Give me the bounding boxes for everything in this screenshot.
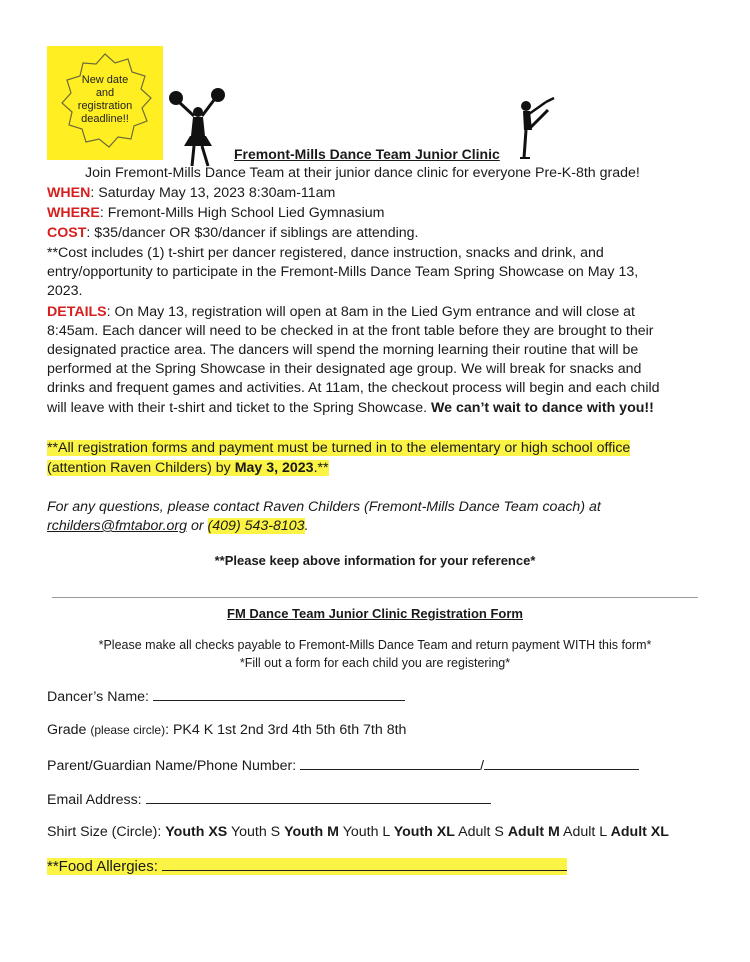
grade-label: Grade xyxy=(47,722,91,738)
badge-line: New date xyxy=(81,74,129,86)
form-note: *Fill out a form for each child you are registering* xyxy=(239,656,511,670)
deadline-text: **All registration forms and payment must be turned in to the elementary or high school office xyxy=(47,440,631,456)
when-line xyxy=(47,183,335,203)
parent-slash: / xyxy=(480,758,485,774)
shirt-size-option[interactable]: Adult M xyxy=(507,824,560,840)
parent-phone-field[interactable] xyxy=(484,755,639,770)
dancer-name-label: Dancer’s Name: xyxy=(47,689,153,705)
deadline-text: (attention Raven Childers) by xyxy=(47,460,235,476)
email-link[interactable]: rchilders@fmtabor.org xyxy=(47,518,188,534)
details-line xyxy=(47,398,654,418)
details-closing: We can’t wait to dance with you!! xyxy=(431,400,654,416)
allergies-row xyxy=(47,855,567,877)
badge-line: and xyxy=(95,87,115,99)
details-line: drinks and frequent games and activities. At 11am, the checkout process will begin and each child xyxy=(47,380,660,396)
contact-end: . xyxy=(304,518,309,534)
contact-or: or xyxy=(187,518,208,534)
page-title: Fremont-Mills Dance Team Junior Clinic xyxy=(234,146,500,162)
shirt-row xyxy=(47,822,669,842)
where-label: WHERE xyxy=(47,205,100,221)
shirt-size-option[interactable]: Youth S xyxy=(230,824,281,840)
cost-line xyxy=(47,223,418,243)
dancer-name-row xyxy=(47,686,405,707)
details-line: 8:45am. Each dancer will need to be checked in at the front table before they are brought to their xyxy=(47,323,654,339)
cost-note-line: **Cost includes (1) t-shirt per dancer registered, dance instruction, snacks and drink, and xyxy=(47,245,604,261)
details-text: : On May 13, registration will open at 8am in the Lied Gym entrance and will close at xyxy=(106,304,635,320)
grade-hint: (please circle) xyxy=(90,723,166,737)
details-line: performed at the Spring Showcase in their designated age group. We will break for snacks and xyxy=(47,361,642,377)
badge-text xyxy=(65,74,145,126)
details-line: designated practice area. The dancers will spend the morning learning their routine that will be xyxy=(47,342,639,358)
announcement-badge xyxy=(47,46,163,160)
email-row xyxy=(47,789,491,810)
badge-line: registration xyxy=(77,100,133,112)
deadline-end: .** xyxy=(313,460,329,476)
email-field[interactable] xyxy=(146,789,491,804)
badge-line: deadline!! xyxy=(81,113,129,125)
email-label: Email Address: xyxy=(47,792,146,808)
shirt-size-option[interactable]: Youth XS xyxy=(165,824,228,840)
shirt-label: Shirt Size (Circle): xyxy=(47,824,166,840)
when-text: : Saturday May 13, 2023 8:30am-11am xyxy=(90,185,336,201)
dancer-icon xyxy=(510,96,558,160)
divider xyxy=(52,597,698,598)
shirt-size-option[interactable]: Youth L xyxy=(342,824,390,840)
allergies-field[interactable] xyxy=(162,855,567,871)
details-line xyxy=(47,302,635,322)
cost-text: : $35/dancer OR $30/dancer if siblings are attending. xyxy=(86,225,419,241)
dancer-name-field[interactable] xyxy=(153,686,405,701)
deadline-line xyxy=(47,458,329,478)
cost-note-line: 2023. xyxy=(47,283,83,299)
where-text: : Fremont-Mills High School Lied Gymnasium xyxy=(99,205,385,221)
grade-options[interactable]: : PK4 K 1st 2nd 3rd 4th 5th 6th 7th 8th xyxy=(165,722,407,738)
details-last-text: will leave with their t-shirt and ticket to the Spring Showcase. xyxy=(47,400,432,416)
parent-row xyxy=(47,755,639,776)
grade-row xyxy=(47,720,406,740)
cost-label: COST xyxy=(47,225,87,241)
where-line xyxy=(47,203,384,223)
allergies-label: **Food Allergies: xyxy=(47,858,163,875)
when-label: WHEN xyxy=(47,185,91,201)
parent-name-field[interactable] xyxy=(300,755,480,770)
deadline-line xyxy=(47,438,630,458)
shirt-size-option[interactable]: Adult XL xyxy=(610,824,669,840)
details-label: DETAILS xyxy=(47,304,107,320)
shirt-size-option[interactable]: Adult L xyxy=(563,824,607,840)
form-title: FM Dance Team Junior Clinic Registration Form xyxy=(227,606,523,621)
contact-line: For any questions, please contact Raven Childers (Fremont-Mills Dance Team coach) at xyxy=(47,499,601,515)
contact-line xyxy=(47,516,309,536)
keep-info-note: **Please keep above information for your reference* xyxy=(214,553,536,568)
shirt-size-option[interactable]: Youth M xyxy=(284,824,339,840)
cheerleader-icon xyxy=(168,86,232,168)
form-note: *Please make all checks payable to Fremont-Mills Dance Team and return payment WITH this form* xyxy=(98,638,652,652)
shirt-size-option[interactable]: Youth XL xyxy=(393,824,455,840)
cost-note-line: entry/opportunity to participate in the Fremont-Mills Dance Team Spring Showcase on May 13, xyxy=(47,264,639,280)
deadline-date: May 3, 2023 xyxy=(234,460,314,476)
phone-number: (409) 543-8103 xyxy=(207,518,305,534)
intro-text: Join Fremont-Mills Dance Team at their junior dance clinic for everyone Pre-K-8th grade! xyxy=(85,165,640,181)
parent-label: Parent/Guardian Name/Phone Number: xyxy=(47,758,301,774)
shirt-size-option[interactable]: Adult S xyxy=(458,824,504,840)
